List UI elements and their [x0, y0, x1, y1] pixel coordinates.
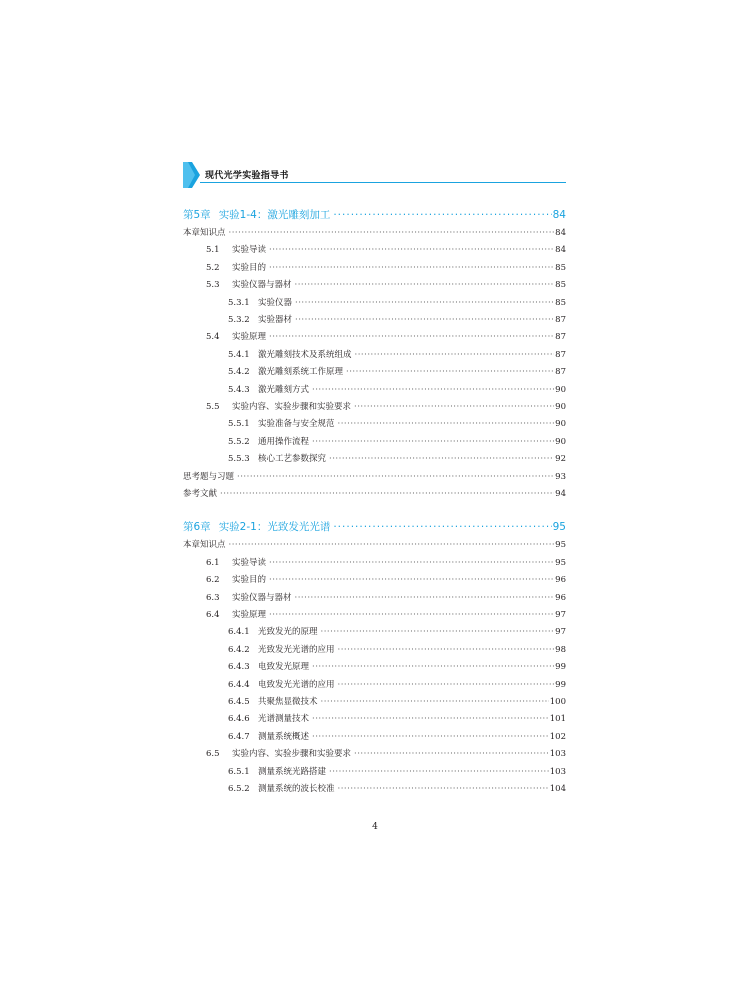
entry-title: 实验原理	[232, 610, 267, 620]
entry-page: 93	[555, 471, 566, 482]
entry-number: 6.3	[206, 592, 220, 603]
page-number: 4	[372, 822, 378, 832]
entry-page: 92	[555, 454, 566, 465]
dot-leader	[269, 260, 554, 277]
entry-page: 84	[555, 245, 566, 256]
entry-title: 实验内容、实验步骤和实验要求	[232, 402, 352, 412]
chapter-page: 84	[552, 209, 566, 221]
toc-chapter-row[interactable]	[183, 205, 566, 225]
entry-title: 参考文献	[183, 489, 218, 499]
toc-entry-row[interactable]	[228, 416, 566, 433]
entry-number: 5.5.1	[228, 419, 250, 430]
entry-number: 5.4	[206, 332, 220, 343]
dot-leader	[295, 312, 554, 329]
entry-page: 94	[555, 489, 566, 499]
entry-number: 6.1	[206, 557, 220, 568]
entry-title: 实验目的	[232, 575, 267, 586]
dot-leader	[333, 205, 551, 225]
chapter-title: 实验2-1：光致发光光谱	[218, 521, 331, 534]
header-tab-icon	[183, 162, 200, 188]
toc-entry-row[interactable]	[228, 364, 566, 381]
entry-page: 87	[555, 332, 566, 343]
dot-leader	[269, 329, 554, 346]
entry-title: 测量系统概述	[258, 731, 310, 742]
entry-title: 本章知识点	[183, 540, 226, 551]
dot-leader	[312, 382, 554, 399]
entry-title: 激光雕刻技术及系统组成	[258, 349, 352, 360]
entry-page: 85	[555, 297, 566, 308]
dot-leader	[312, 659, 554, 676]
entry-number: 5.4.3	[228, 384, 250, 395]
header-rule	[200, 182, 566, 183]
entry-number: 5.4.1	[228, 349, 250, 360]
dot-leader	[355, 347, 555, 364]
dot-leader	[338, 642, 555, 659]
chapter-number: 第5章	[183, 209, 211, 221]
toc-entry-row[interactable]	[228, 659, 566, 676]
entry-page: 100	[549, 697, 566, 707]
entry-number: 6.5	[206, 749, 220, 760]
toc-entry-row[interactable]	[206, 399, 566, 416]
entry-number: 5.3.2	[228, 315, 250, 325]
entry-number: 5.3	[206, 280, 220, 291]
dot-leader	[269, 555, 554, 572]
entry-title: 测量系统光路搭建	[258, 766, 327, 777]
entry-number: 6.4.7	[228, 731, 250, 742]
toc-entry-row[interactable]	[183, 469, 566, 486]
dot-leader	[295, 295, 554, 312]
entry-title: 激光雕刻系统工作原理	[258, 367, 344, 378]
entry-page: 104	[549, 784, 566, 794]
toc-entry-row[interactable]	[206, 260, 566, 277]
chapter-number: 第6章	[183, 521, 211, 534]
dot-leader	[312, 434, 554, 451]
dot-leader	[312, 711, 549, 728]
toc-entry-row[interactable]	[228, 347, 566, 364]
entry-number: 5.2	[206, 262, 220, 273]
dot-leader	[269, 242, 554, 259]
entry-page: 99	[555, 679, 566, 690]
dot-leader	[321, 624, 555, 641]
entry-number: 6.4	[206, 610, 220, 620]
entry-number: 6.4.3	[228, 662, 250, 673]
entry-page: 87	[555, 349, 566, 360]
entry-title: 核心工艺参数探究	[258, 454, 327, 465]
entry-number: 6.5.1	[228, 766, 250, 777]
toc-entry-row[interactable]	[228, 295, 566, 312]
toc-entry-row[interactable]	[228, 642, 566, 659]
entry-title: 实验内容、实验步骤和实验要求	[232, 749, 352, 760]
entry-number: 5.3.1	[228, 297, 250, 308]
chapter-page: 95	[552, 521, 566, 534]
entry-number: 6.4.5	[228, 697, 250, 707]
entry-page: 85	[555, 262, 566, 273]
toc-entry-row[interactable]	[228, 764, 566, 781]
entry-title: 通用操作流程	[258, 436, 310, 447]
entry-page: 101	[549, 714, 566, 725]
entry-title: 实验仪器与器材	[232, 592, 292, 603]
entry-page: 87	[555, 367, 566, 378]
dot-leader	[269, 572, 554, 589]
entry-page: 98	[555, 644, 566, 655]
toc-entry-row[interactable]	[206, 746, 566, 763]
entry-title: 思考题与习题	[183, 471, 235, 482]
entry-title: 实验准备与安全规范	[258, 419, 335, 430]
toc-entry-row[interactable]	[228, 694, 566, 711]
entry-page: 97	[555, 610, 566, 620]
toc-entry-row[interactable]	[228, 677, 566, 694]
toc-entry-row[interactable]	[206, 572, 566, 589]
entry-page: 96	[555, 592, 566, 603]
entry-number: 6.2	[206, 575, 220, 586]
dot-leader	[312, 729, 549, 746]
dot-leader	[321, 694, 549, 711]
entry-number: 6.4.1	[228, 627, 250, 638]
entry-page: 85	[555, 280, 566, 291]
toc-entry-row[interactable]	[228, 729, 566, 746]
entry-title: 实验仪器与器材	[232, 280, 292, 291]
toc-entry-row[interactable]	[183, 537, 566, 554]
entry-title: 实验导读	[232, 245, 267, 256]
toc-entry-row[interactable]	[206, 607, 566, 624]
toc-entry-row[interactable]	[206, 555, 566, 572]
entry-title: 电致发光原理	[258, 662, 310, 673]
entry-number: 6.4.4	[228, 679, 250, 690]
dot-leader	[269, 607, 554, 624]
entry-number: 6.4.2	[228, 644, 250, 655]
toc-entry-row[interactable]	[228, 434, 566, 451]
toc-entry-row[interactable]	[228, 451, 566, 468]
toc-entry-row[interactable]	[228, 312, 566, 329]
entry-page: 84	[555, 228, 566, 238]
entry-page: 90	[555, 436, 566, 447]
dot-leader	[354, 399, 554, 416]
entry-title: 测量系统的波长校准	[258, 784, 335, 794]
dot-leader	[229, 537, 555, 554]
toc-entry-row[interactable]	[183, 486, 566, 503]
entry-page: 95	[555, 540, 566, 551]
dot-leader	[346, 364, 554, 381]
entry-title: 共聚焦显微技术	[258, 697, 318, 707]
dot-leader	[329, 451, 554, 468]
entry-number: 6.4.6	[228, 714, 250, 725]
toc-entry-row[interactable]	[228, 781, 566, 798]
entry-page: 96	[555, 575, 566, 586]
entry-title: 本章知识点	[183, 228, 226, 238]
entry-page: 103	[549, 749, 566, 760]
dot-leader	[295, 277, 555, 294]
entry-number: 5.5	[206, 402, 220, 412]
entry-page: 87	[555, 315, 566, 325]
dot-leader	[338, 781, 549, 798]
toc-entry-row[interactable]	[206, 590, 566, 607]
dot-leader	[354, 746, 549, 763]
entry-title: 激光雕刻方式	[258, 384, 310, 395]
entry-page: 90	[555, 402, 566, 412]
entry-number: 5.5.3	[228, 454, 250, 465]
entry-title: 实验器材	[258, 315, 293, 325]
entry-title: 实验目的	[232, 262, 267, 273]
running-header	[183, 162, 566, 188]
entry-page: 97	[555, 627, 566, 638]
toc-entry-row[interactable]	[206, 277, 566, 294]
dot-leader	[295, 590, 555, 607]
entry-title: 实验原理	[232, 332, 267, 343]
toc-entry-row[interactable]	[228, 382, 566, 399]
entry-title: 电致发光光谱的应用	[258, 679, 335, 690]
dot-leader	[338, 416, 555, 433]
chapter-title: 实验1-4：激光雕刻加工	[218, 209, 331, 221]
dot-leader	[329, 764, 549, 781]
entry-page: 90	[555, 419, 566, 430]
toc-entry-row[interactable]	[206, 329, 566, 346]
entry-page: 103	[549, 766, 566, 777]
entry-title: 光致发光光谱的应用	[258, 644, 335, 655]
toc-entry-row[interactable]	[228, 624, 566, 641]
entry-number: 5.4.2	[228, 367, 250, 378]
entry-title: 光谱测量技术	[258, 714, 310, 725]
dot-leader	[333, 517, 551, 537]
entry-number: 6.5.2	[228, 784, 250, 794]
toc-entry-row[interactable]	[228, 711, 566, 728]
entry-number: 5.1	[206, 245, 220, 256]
entry-page: 102	[549, 731, 566, 742]
dot-leader	[338, 677, 555, 694]
book-title: 现代光学实验指导书	[205, 171, 289, 181]
dot-leader	[220, 486, 554, 503]
entry-title: 实验导读	[232, 557, 267, 568]
entry-title: 实验仪器	[258, 297, 293, 308]
dot-leader	[229, 225, 555, 242]
entry-page: 95	[555, 557, 566, 568]
toc-chapter-row[interactable]	[183, 517, 566, 537]
entry-number: 5.5.2	[228, 436, 250, 447]
entry-page: 99	[555, 662, 566, 673]
toc-entry-row[interactable]	[183, 225, 566, 242]
entry-page: 90	[555, 384, 566, 395]
dot-leader	[237, 469, 554, 486]
entry-title: 光致发光的原理	[258, 627, 318, 638]
toc-entry-row[interactable]	[206, 242, 566, 259]
